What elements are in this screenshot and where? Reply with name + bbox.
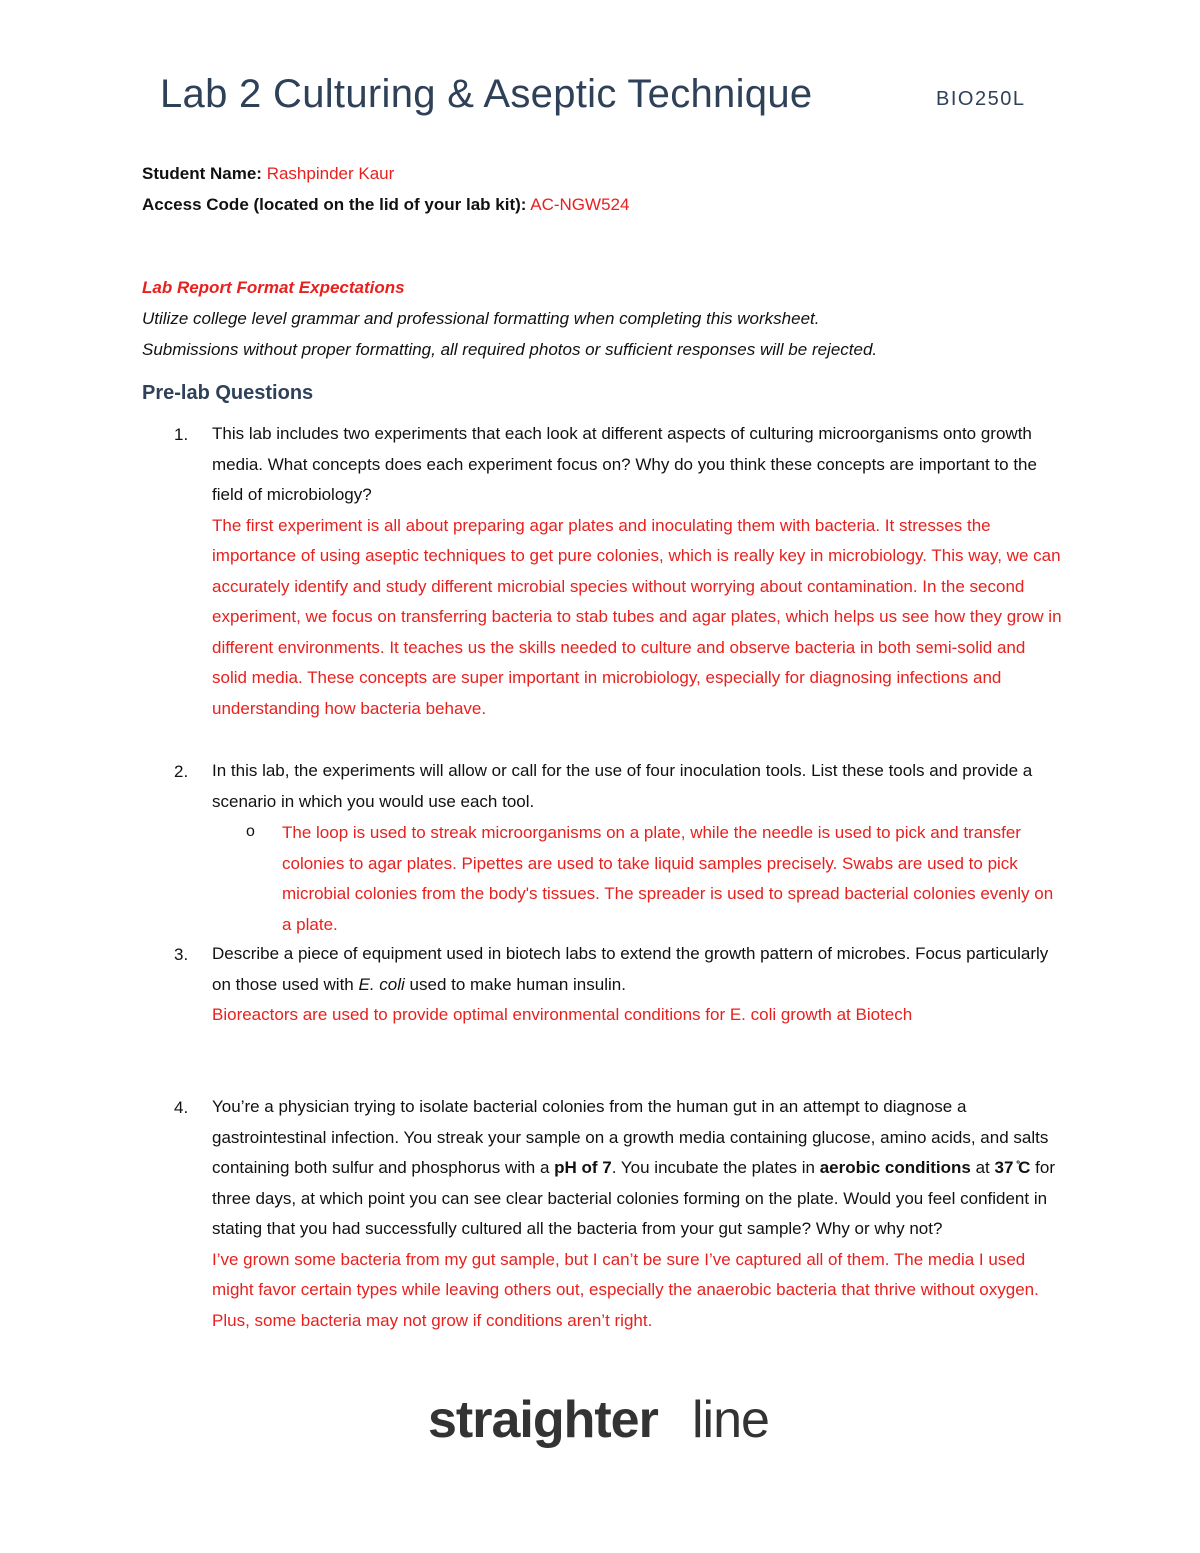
- access-code-label: Access Code (located on the lid of your lab kit):: [142, 195, 527, 214]
- student-name-line: [142, 163, 394, 185]
- student-name-label: Student Name:: [142, 164, 262, 183]
- q1-number: 1.: [174, 425, 189, 444]
- title-row: [160, 72, 1060, 132]
- q1-question: This lab includes two experiments that each look at different aspects of culturing microorganisms onto growth media. What concepts does each experiment focus on? Why do you think these concepts are important to the field of microbiology?: [212, 424, 1037, 504]
- logo-text-bold: straighter: [428, 1391, 658, 1449]
- logo-text-light: line: [692, 1391, 769, 1449]
- q3-block: [212, 939, 1062, 1031]
- q2-number: 2.: [174, 762, 189, 781]
- q1-block: [212, 419, 1062, 724]
- format-line-1: Utilize college level grammar and professional formatting when completing this worksheet.: [142, 309, 820, 328]
- page-title: Lab 2 Culturing & Aseptic Technique: [160, 72, 813, 116]
- q2-block: [212, 756, 1062, 817]
- q2-answer: The loop is used to streak microorganisms on a plate, while the needle is used to pick and transfer colonies to agar plates. Pipettes are used to take liquid samples precisely. Swabs are used to pick microbial colonies from the body's tissues. The spreader is used to spread bacterial colonies evenly on a plate.: [282, 823, 1054, 934]
- prelab-heading: Pre-lab Questions: [142, 382, 314, 404]
- q4-number: 4.: [174, 1098, 189, 1117]
- student-name-value: Rashpinder Kaur: [266, 164, 395, 183]
- q1-answer: The first experiment is all about preparing agar plates and inoculating them with bacteria. It stresses the importance of using aseptic techniques to get pure colonies, which is really key in microbiology. This way, we can accurately identify and study different microbial species without worrying about contamination. In the second experiment, we focus on transferring bacteria to stab tubes and agar plates, which helps us see how they grow in different environments. It teaches us the skills needed to culture and observe bacteria in both semi-solid and solid media. These concepts are super important in microbiology, especially for diagnosing infections and understanding how bacteria behave.: [212, 515, 1062, 718]
- q2-bullet: o: [246, 823, 255, 840]
- q4-answer: I’ve grown some bacteria from my gut sample, but I can’t be sure I’ve captured all of them. The media I used might favor certain types while leaving others out, especially the anaerobic bacteria that thrive without oxygen. Plus, some bacteria may not grow if conditions aren’t right.: [212, 1249, 1039, 1330]
- format-heading: Lab Report Format Expectations: [142, 278, 405, 297]
- access-code-line: [142, 194, 629, 216]
- q3-question: Describe a piece of equipment used in biotech labs to extend the growth pattern of microbes. Focus particularly on those used with E. coli used to make human insulin.: [212, 944, 1049, 994]
- q4-question: You’re a physician trying to isolate bacterial colonies from the human gut in an attempt to diagnose a gastrointestinal infection. You streak your sample on a growth media containing glucose, amino acids, and salts containing both sulfur and phosphorus with a pH of 7. You incubate the plates in aerobic conditions at 37 ̊C for three days, at which point you can see clear bacterial colonies forming on the plate. Would you feel confident in stating that you had successfully cultured all the bacteria from your gut sample? Why or why not?: [212, 1097, 1056, 1238]
- format-line-2: Submissions without proper formatting, all required photos or sufficient responses will be rejected.: [142, 340, 878, 359]
- access-code-value: AC-NGW524: [530, 195, 630, 214]
- straighterline-logo: [428, 1390, 778, 1470]
- course-code: BIO250L: [936, 88, 1026, 110]
- q2-question: In this lab, the experiments will allow or call for the use of four inoculation tools. List these tools and provide a scenario in which you would use each tool.: [212, 761, 1033, 811]
- q3-number: 3.: [174, 945, 189, 964]
- q3-answer: Bioreactors are used to provide optimal environmental conditions for E. coli growth at Biotech: [212, 1005, 913, 1024]
- q4-block: [212, 1092, 1062, 1336]
